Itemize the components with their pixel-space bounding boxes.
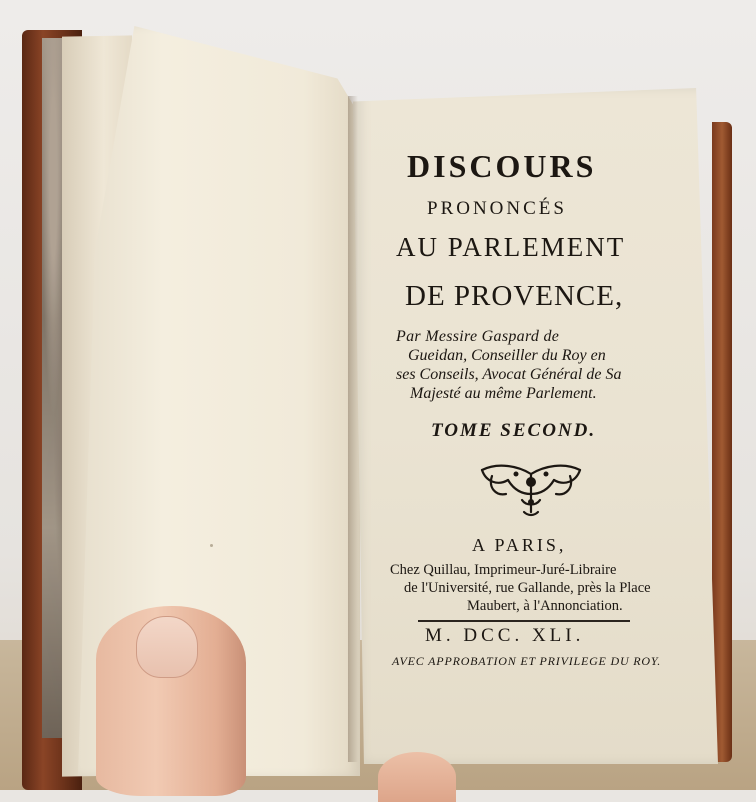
imprint-line-1: Chez Quillau, Imprimeur-Juré-Libraire: [390, 562, 617, 578]
imprint-place: A PARIS,: [472, 535, 567, 555]
title-line-parlement: AU PARLEMENT: [396, 232, 626, 262]
horizontal-rule: [418, 620, 630, 622]
author-line-1: Par Messire Gaspard de: [396, 328, 560, 345]
title-discours: DISCOURS: [407, 148, 597, 184]
holding-finger: [378, 752, 456, 802]
author-line-2: Gueidan, Conseiller du Roy en: [408, 347, 606, 364]
author-line-3: ses Conseils, Avocat Général de Sa: [396, 366, 622, 383]
paper-speck: [210, 544, 213, 547]
volume-label: TOME SECOND.: [431, 420, 597, 441]
thumbnail: [136, 616, 198, 678]
imprint-line-3: Maubert, à l'Annonciation.: [467, 598, 623, 614]
book-cover-right: [712, 122, 732, 762]
printer-ornament-icon: [478, 460, 584, 518]
publication-year: M. DCC. XLI.: [425, 625, 585, 646]
imprint-line-2: de l'Université, rue Gallande, près la Place: [404, 580, 651, 596]
gutter-shadow: [348, 96, 358, 762]
subtitle-prononces: PRONONCÉS: [427, 198, 567, 219]
privilege-line: AVEC APPROBATION ET PRIVILEGE DU ROY.: [392, 654, 661, 668]
author-line-4: Majesté au même Parlement.: [410, 385, 597, 402]
title-line-provence: DE PROVENCE,: [405, 280, 624, 312]
